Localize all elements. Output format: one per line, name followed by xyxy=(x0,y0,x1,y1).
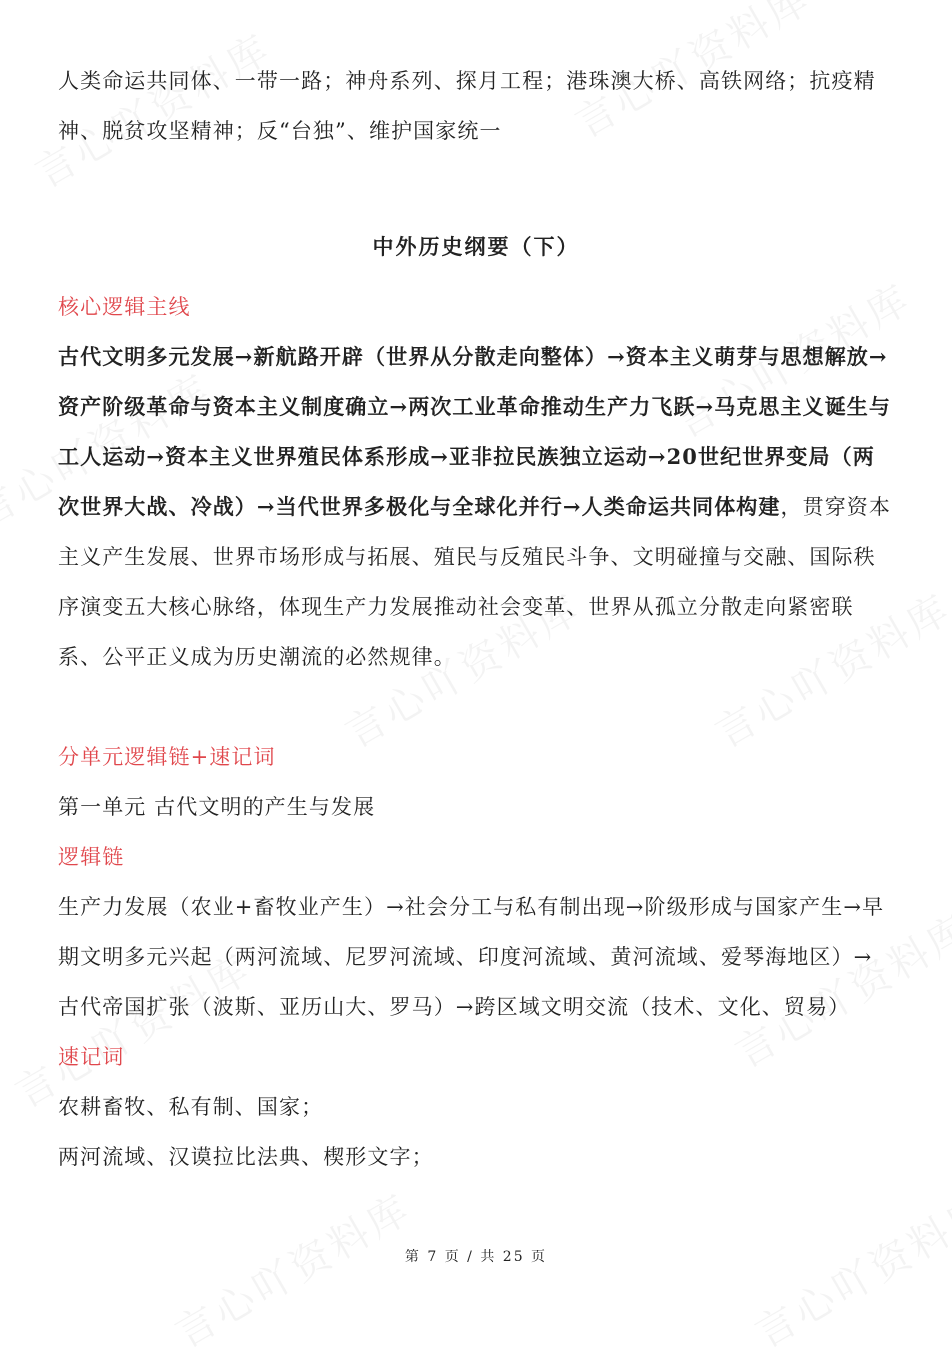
intro-continued-paragraph: 人类命运共同体、一带一路；神舟系列、探月工程；港珠澳大桥、高铁网络；抗疫精神、脱贫攻坚精神；反“台独”、维护国家统一 xyxy=(58,69,876,143)
memo-words-line: 两河流域、汉谟拉比法典、楔形文字； xyxy=(58,1145,434,1169)
core-logic-bold-text: 古代文明多元发展→新航路开辟（世界从分散走向整体）→资本主义萌芽与思想解放→资产阶级革命与资本主义制度确立→两次工业革命推动生产力飞跃→马克思主义诞生与工人运动→资本主义世界殖民体系形成→亚非拉民族独立运动→20世纪世界变局（两次世界大战、冷战）→当代世界多极化与全球化并行→人类命运共同体构建 xyxy=(58,344,891,519)
page-footer: 第 7 页 / 共 25 页 xyxy=(404,1249,548,1265)
core-logic-normal-text: ，贯穿资本主义产生发展、世界市场形成与拓展、殖民与反殖民斗争、文明碰撞与交融、国际秩序演变五大核心脉络，体现生产力发展推动社会变革、世界从孤立分散走向紧密联系、公平正义成为历史潮流的必然规律。 xyxy=(58,495,891,669)
logic-chain-heading: 逻辑链 xyxy=(58,845,125,869)
memo-words-heading: 速记词 xyxy=(58,1045,125,1069)
core-logic-heading: 核心逻辑主线 xyxy=(58,295,191,319)
unit-logic-heading: 分单元逻辑链+速记词 xyxy=(58,745,276,769)
section-title: 中外历史纲要（下） xyxy=(372,234,580,259)
logic-chain-paragraph: 生产力发展（农业+畜牧业产生）→社会分工与私有制出现→阶级形成与国家产生→早期文明多元兴起（两河流域、尼罗河流域、印度河流域、黄河流域、爱琴海地区）→古代帝国扩张（波斯、亚历山大、罗马）→跨区域文明交流（技术、文化、贸易） xyxy=(58,895,885,1019)
document-body xyxy=(58,56,894,1182)
memo-words-line: 农耕畜牧、私有制、国家； xyxy=(58,1095,324,1119)
unit1-title: 第一单元 古代文明的产生与发展 xyxy=(58,795,376,819)
core-logic-paragraph xyxy=(58,332,894,682)
